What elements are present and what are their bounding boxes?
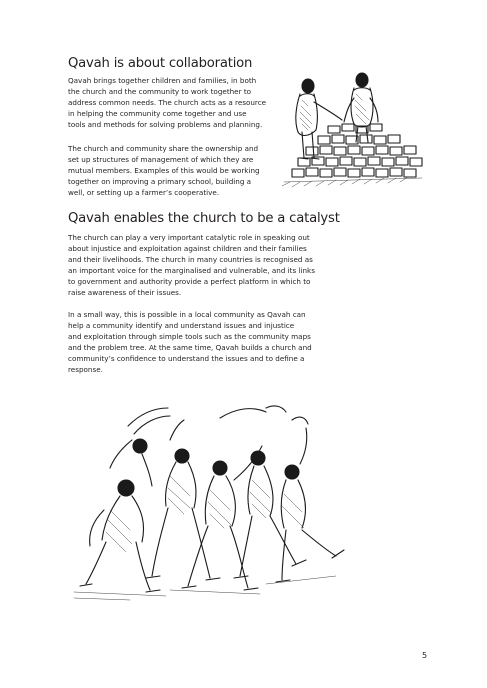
page-number: 5 bbox=[422, 651, 428, 660]
text-line: mutual members. Examples of this would be working bbox=[68, 166, 260, 176]
marching-crowd-sketch bbox=[70, 400, 345, 610]
text-line: Qavah brings together children and families, in both bbox=[68, 76, 257, 85]
text-line: raise awareness of their issues. bbox=[68, 288, 182, 298]
text-line: well, or setting up a farmer’s cooperative. bbox=[68, 188, 220, 198]
text-line: an important voice for the marginalised and vulnerable, and its links bbox=[68, 266, 315, 276]
text-line: In a small way, this is possible in a local community as Qavah can bbox=[68, 310, 306, 319]
text-line: The church can play a very important catalytic role in speaking out bbox=[68, 233, 310, 242]
text-line: response. bbox=[68, 365, 103, 375]
text-line: together on improving a primary school, building a bbox=[68, 177, 252, 187]
text-line: to government and authority provide a perfect platform in which to bbox=[68, 277, 311, 287]
text-line: community’s confidence to understand the issues and to define a bbox=[68, 354, 305, 364]
text-line: and the problem tree. At the same time, Qavah builds a church and bbox=[68, 343, 312, 353]
text-line: The church and community share the ownership and bbox=[68, 144, 259, 153]
paragraph-catalyst-1 bbox=[68, 232, 315, 299]
text-line: in helping the community come together and use bbox=[68, 109, 247, 119]
text-line: address common needs. The church acts as a resource bbox=[68, 98, 267, 108]
paragraph-catalyst-2 bbox=[68, 309, 312, 376]
text-line: set up structures of management of which they are bbox=[68, 155, 254, 165]
section-heading-collaboration: Qavah is about collaboration bbox=[68, 56, 253, 71]
paragraph-collaboration-2 bbox=[68, 143, 260, 198]
brick-wall-building-sketch bbox=[278, 66, 428, 198]
text-line: and their livelihoods. The church in many countries is recognised as bbox=[68, 255, 313, 265]
section-heading-catalyst: Qavah enables the church to be a catalyst bbox=[68, 211, 340, 226]
text-line: tools and methods for solving problems and planning. bbox=[68, 120, 263, 130]
paragraph-collaboration-1 bbox=[68, 75, 266, 130]
text-line: and exploitation through simple tools such as the community maps bbox=[68, 332, 311, 342]
text-line: the church and the community to work together to bbox=[68, 87, 252, 97]
text-line: help a community identify and understand issues and injustice bbox=[68, 321, 295, 331]
text-line: about injustice and exploitation against children and their families bbox=[68, 244, 307, 254]
